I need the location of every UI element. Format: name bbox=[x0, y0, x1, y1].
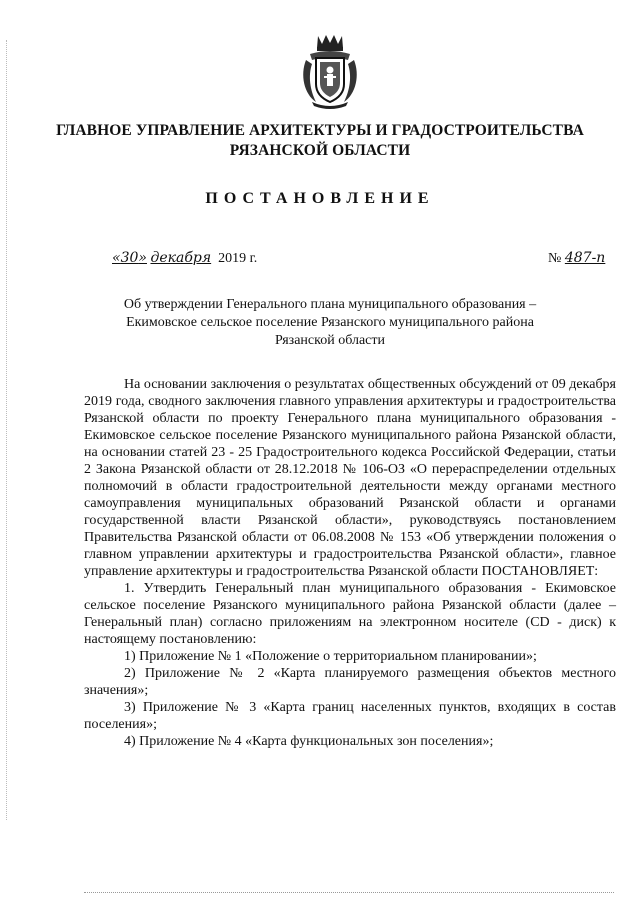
document-subject bbox=[100, 296, 560, 350]
date-day: 30 bbox=[120, 250, 139, 266]
date-month: декабря bbox=[150, 250, 212, 266]
appendix-item-4: 4) Приложение № 4 «Карта функциональных зон поселения»; bbox=[124, 734, 494, 749]
organization-name-line1: ГЛАВНОЕ УПРАВЛЕНИЕ АРХИТЕКТУРЫ И ГРАДОСТРОИТЕЛЬСТВА bbox=[56, 122, 584, 139]
date-quote-close: » bbox=[138, 250, 147, 266]
document-number bbox=[548, 250, 605, 267]
coat-of-arms-emblem bbox=[296, 30, 364, 110]
document-date bbox=[112, 250, 257, 267]
subject-line: Рязанской области bbox=[274, 333, 386, 348]
appendix-item-1: 1) Приложение № 1 «Положение о территориальном планировании»; bbox=[124, 649, 537, 664]
scan-bottom-edge bbox=[84, 892, 614, 894]
document-body bbox=[84, 376, 616, 750]
body-point-1: 1. Утвердить Генеральный план муниципального образования - Екимовское сельское поселение Рязанского муниципального района Рязанской области (далее – Генеральный план) согласно приложениям на электронном носителе (CD - диск) к настоящему постановлению: bbox=[84, 581, 616, 647]
subject-line: Об утверждении Генерального плана муниципального образования – bbox=[123, 297, 537, 312]
appendix-item-2: 2) Приложение № 2 «Карта планируемого размещения объектов местного значения»; bbox=[84, 666, 616, 698]
date-quote-open: « bbox=[112, 250, 121, 266]
number-prefix: № bbox=[548, 251, 562, 266]
organization-name-line2: РЯЗАНСКОЙ ОБЛАСТИ bbox=[229, 142, 411, 159]
document-type-title: ПОСТАНОВЛЕНИЕ bbox=[205, 190, 435, 207]
number-value: 487-п bbox=[564, 250, 606, 266]
subject-line: Екимовское сельское поселение Рязанского муниципального района bbox=[126, 315, 534, 330]
body-intro-paragraph: На основании заключения о результатах общественных обсуждений от 09 декабря 2019 года, сводного заключения главного управления архитектуры и градостроительства Рязанской области по проекту Генерального плана муниципального образования - Екимовское сельское поселение Рязанского муниципального района Рязанской области, на основании статей 23 - 25 Градостроительного кодекса Российской Федерации, статьи 2 Закона Рязанской области от 28.12.2018 № 106-ОЗ «О перераспределении отдельных полномочий в области градостроительной деятельности между органами местного самоуправления муниципальных образований Рязанской области и органами государственной власти Рязанской области», руководствуясь постановлением Правительства Рязанской области от 06.08.2008 № 153 «Об утверждении положения о главном управлении архитектуры и градостроительства Рязанской области», главное управление архитектуры и градостроительства Рязанской области ПОСТАНОВЛЯЕТ: bbox=[84, 377, 616, 579]
appendix-item-3: 3) Приложение № 3 «Карта границ населенных пунктов, входящих в состав поселения»; bbox=[84, 700, 616, 732]
date-year: 2019 г. bbox=[218, 251, 258, 266]
